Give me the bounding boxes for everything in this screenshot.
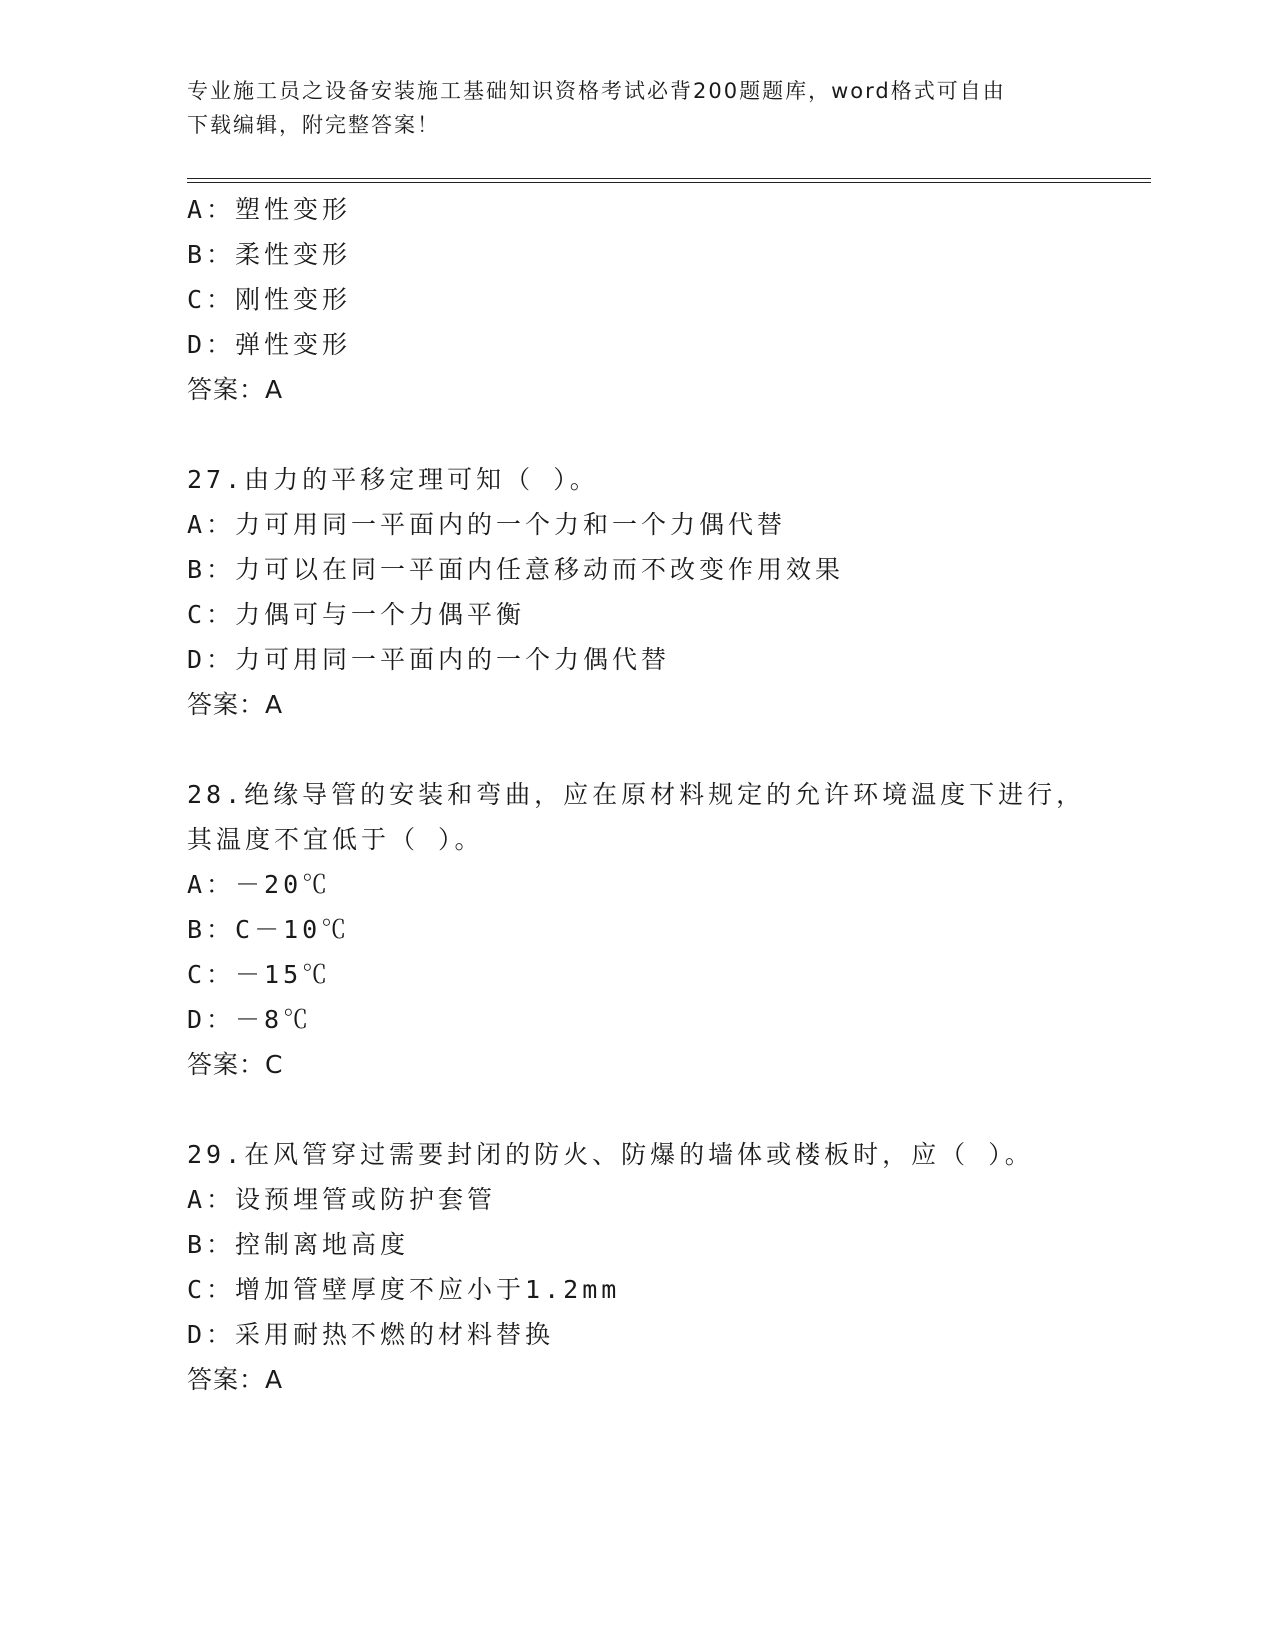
option-d: D：采用耐热不燃的材料替换 <box>187 1320 555 1349</box>
option-d: D：弹性变形 <box>187 330 352 359</box>
option-c: C：－15℃ <box>187 960 332 989</box>
question-29: 29.在风管穿过需要封闭的防火、防爆的墙体或楼板时，应（ ）。 <box>187 1140 1034 1169</box>
question-28-line-1: 28.绝缘导管的安装和弯曲，应在原材料规定的允许环境温度下进行， <box>187 780 1086 809</box>
option-c: C：力偶可与一个力偶平衡 <box>187 600 526 629</box>
answer: 答案：A <box>187 375 284 404</box>
option-d: D：力可用同一平面内的一个力偶代替 <box>187 645 671 674</box>
option-d: D：－8℃ <box>187 1005 313 1034</box>
header-line-2: 下载编辑，附完整答案！ <box>187 113 440 137</box>
option-b: B：C－10℃ <box>187 915 351 944</box>
document-header <box>187 74 1067 142</box>
header-line-1: 专业施工员之设备安装施工基础知识资格考试必背200题题库，word格式可自由 <box>187 79 1006 103</box>
answer: 答案：C <box>187 1050 284 1079</box>
option-c: C：刚性变形 <box>187 285 352 314</box>
answer: 答案：A <box>187 690 284 719</box>
option-a: A：塑性变形 <box>187 195 352 224</box>
option-b: B：控制离地高度 <box>187 1230 410 1259</box>
option-b: B：柔性变形 <box>187 240 352 269</box>
header-divider-bottom <box>187 182 1151 183</box>
question-28-line-2: 其温度不宜低于（ ）。 <box>187 825 484 854</box>
option-c: C：增加管壁厚度不应小于1.2mm <box>187 1275 621 1304</box>
option-a: A：设预埋管或防护套管 <box>187 1185 497 1214</box>
option-b: B：力可以在同一平面内任意移动而不改变作用效果 <box>187 555 845 584</box>
header-divider-top <box>187 178 1151 179</box>
option-a: A：力可用同一平面内的一个力和一个力偶代替 <box>187 510 787 539</box>
option-a: A：－20℃ <box>187 870 332 899</box>
question-27: 27.由力的平移定理可知（ ）。 <box>187 465 599 494</box>
answer: 答案：A <box>187 1365 284 1394</box>
